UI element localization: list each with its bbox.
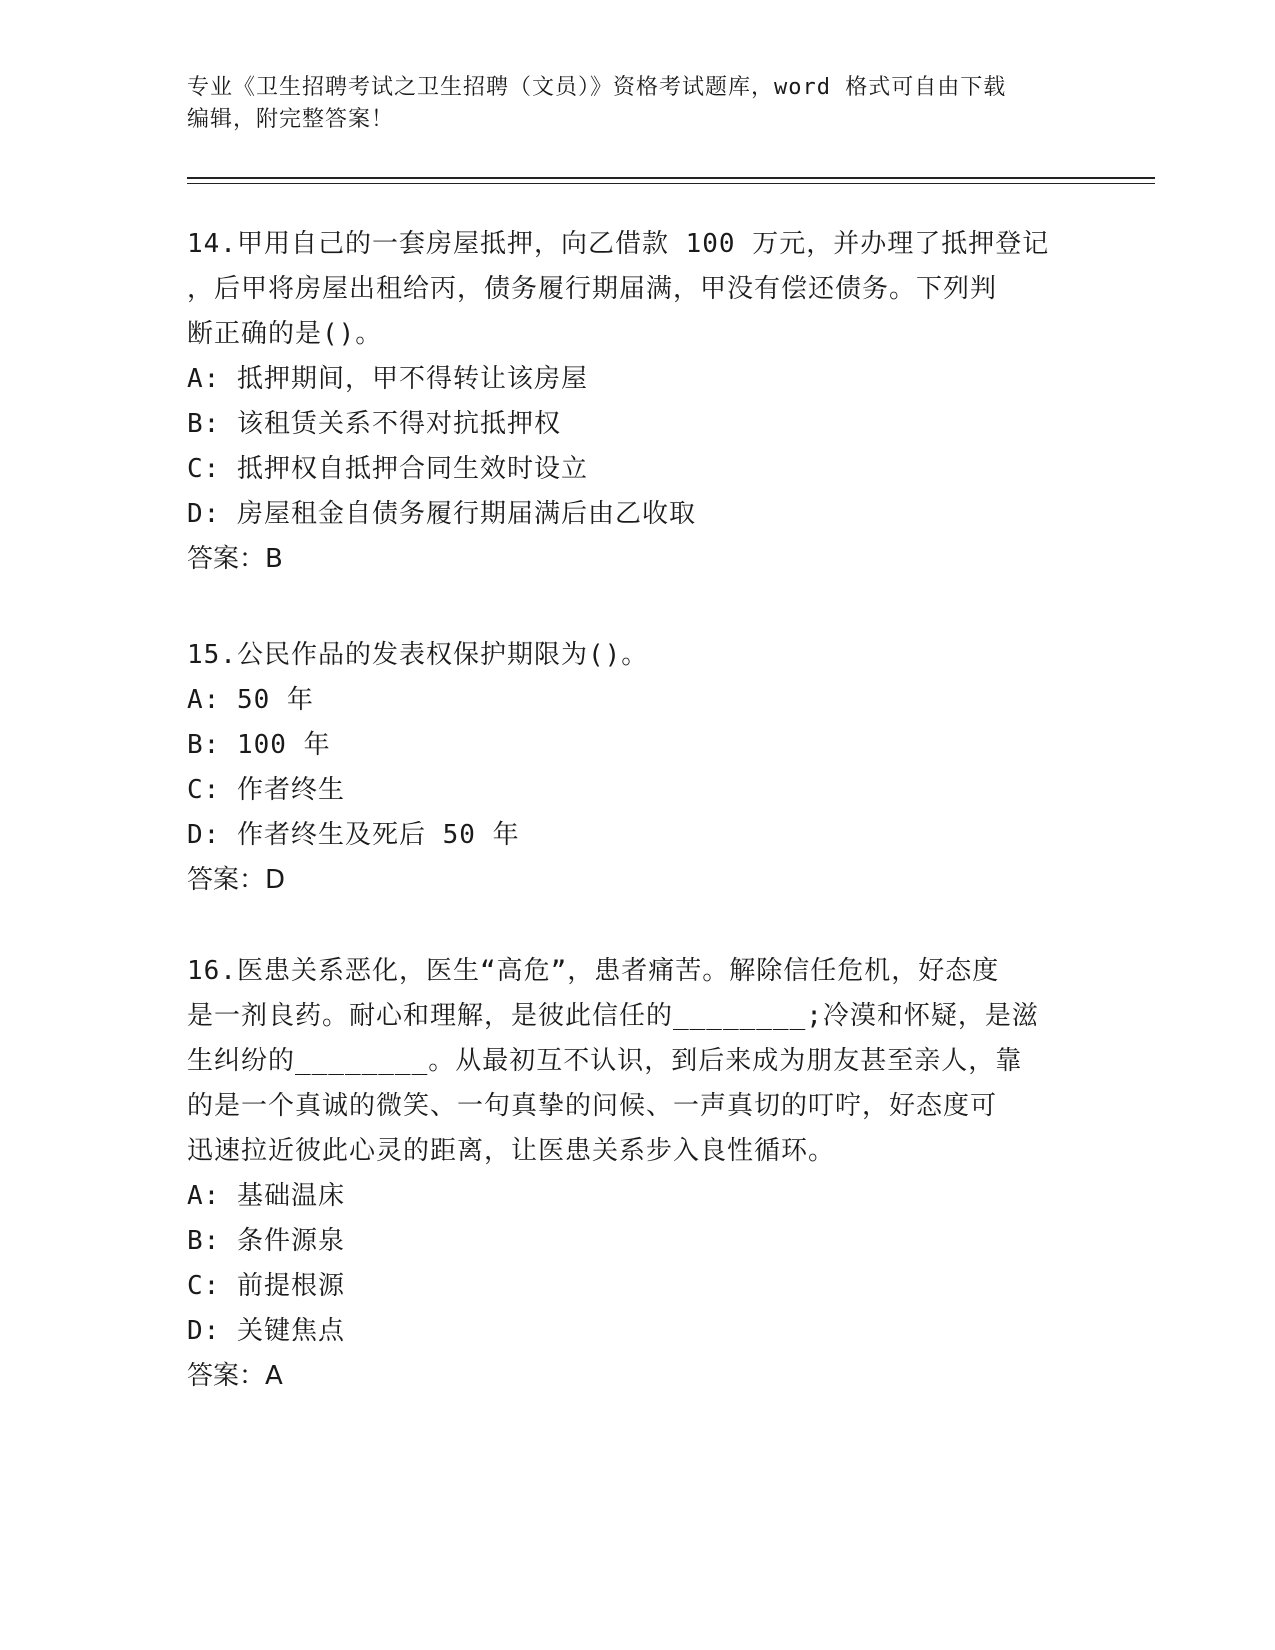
question-stem-line: 16.医患关系恶化，医生“高危”，患者痛苦。解除信任危机，好态度: [187, 956, 1000, 986]
question-14: [187, 222, 1087, 582]
option-c: C: 抵押权自抵押合同生效时设立: [187, 454, 588, 484]
question-stem-line: 15.公民作品的发表权保护期限为()。: [187, 640, 649, 670]
header-line-2: 编辑，附完整答案！: [187, 107, 395, 132]
option-b: B: 条件源泉: [187, 1226, 345, 1256]
header-divider-thick: [187, 177, 1155, 179]
option-c: C: 前提根源: [187, 1271, 345, 1301]
question-stem-line: 断正确的是()。: [187, 319, 383, 349]
option-b: B: 该租赁关系不得对抗抵押权: [187, 409, 561, 439]
option-a: A: 基础温床: [187, 1181, 345, 1211]
option-b: B: 100 年: [187, 730, 331, 760]
question-stem-line: 是一剂良药。耐心和理解，是彼此信任的________;冷漠和怀疑，是滋: [187, 1001, 1039, 1031]
option-c: C: 作者终生: [187, 775, 345, 805]
answer: 答案：D: [187, 865, 286, 895]
answer: 答案：B: [187, 544, 283, 574]
option-d: D: 作者终生及死后 50 年: [187, 820, 520, 850]
option-d: D: 房屋租金自债务履行期届满后由乙收取: [187, 499, 696, 529]
header-divider-thin: [187, 183, 1155, 184]
answer: 答案：A: [187, 1361, 283, 1391]
option-a: A: 50 年: [187, 685, 314, 715]
question-stem-line: ，后甲将房屋出租给丙，债务履行期届满，甲没有偿还债务。下列判: [187, 274, 998, 304]
option-a: A: 抵押期间，甲不得转让该房屋: [187, 364, 588, 394]
question-stem-line: 的是一个真诚的微笑、一句真挚的问候、一声真切的叮咛，好态度可: [187, 1091, 998, 1121]
question-stem-line: 14.甲用自己的一套房屋抵押，向乙借款 100 万元，并办理了抵押登记: [187, 229, 1050, 259]
question-stem-line: 迅速拉近彼此心灵的距离，让医患关系步入良性循环。: [187, 1136, 836, 1166]
question-16: [187, 949, 1087, 1399]
question-stem-line: 生纠纷的________。从最初互不认识，到后来成为朋友甚至亲人，靠: [187, 1046, 1023, 1076]
question-15: [187, 633, 1087, 903]
document-header: [187, 72, 1067, 136]
option-d: D: 关键焦点: [187, 1316, 345, 1346]
header-line-1: 专业《卫生招聘考试之卫生招聘（文员）》资格考试题库，word 格式可自由下载: [187, 75, 1007, 100]
